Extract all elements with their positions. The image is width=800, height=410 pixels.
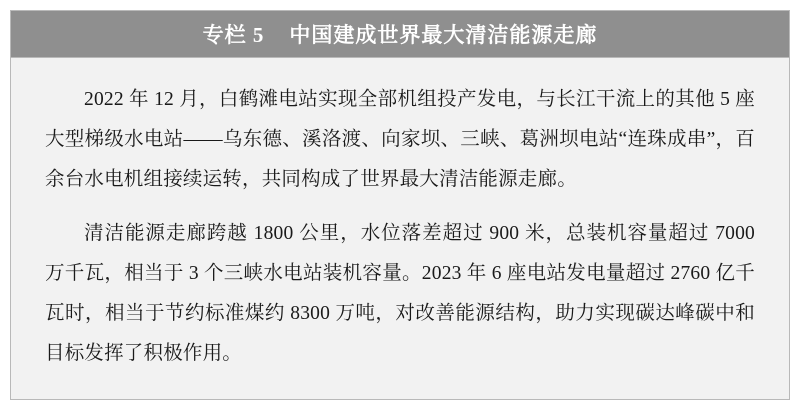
feature-box: [10, 10, 790, 400]
paragraph-1: 2022 年 12 月，白鹤滩电站实现全部机组投产发电，与长江干流上的其他 5 座大型梯级水电站——乌东德、溪洛渡、向家坝、三峡、葛洲坝电站“连珠成串”，百余台水电机组接续运转，共同构成了世界最大清洁能源走廊。: [45, 89, 755, 190]
feature-box-body: [11, 58, 789, 399]
page-title: 专栏 5 中国建成世界最大清洁能源走廊: [202, 23, 598, 47]
feature-box-header: [11, 11, 789, 58]
paragraph-2: 清洁能源走廊跨越 1800 公里，水位落差超过 900 米，总装机容量超过 7000 万千瓦，相当于 3 个三峡水电站装机容量。2023 年 6 座电站发电量超过 2760 亿千瓦时，相当于节约标准煤约 8300 万吨，对改善能源结构，助力实现碳达峰碳中和目标发挥了积极作用。: [45, 223, 755, 364]
